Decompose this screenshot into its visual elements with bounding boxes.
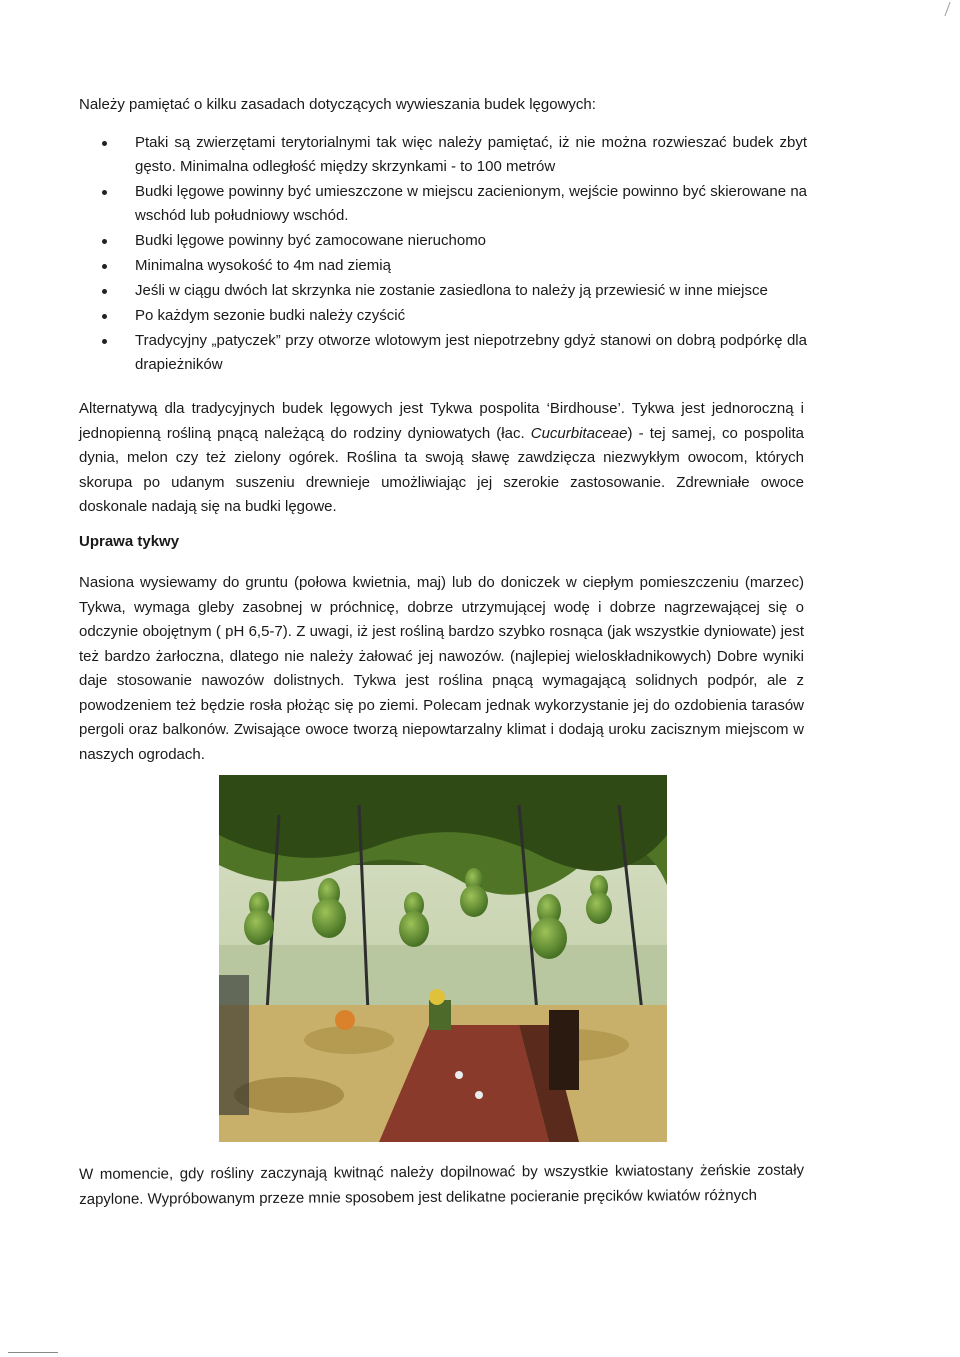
photo-illustration <box>219 775 667 1142</box>
pollination-paragraph: W momencie, gdy rośliny zaczynają kwitnąć należy dopilnować by wszystkie kwiatostany żeńskie zostały zapylone. Wypróbowanym przeze mnie sposobem jest delikatne pocieranie pręcików kwiatów różnych <box>79 1161 805 1208</box>
paragraph-text: Alternatywą dla tradycyjnych budek lęgowych jest Tykwa pospolita ‘Birdhouse’. Tykwa jest jednoroczną i jednopienną rośliną pnącą należącą do rodziny dyniowatych (łac. <box>79 400 804 442</box>
section-heading: Uprawa tykwy <box>79 533 180 550</box>
list-item: Tradycyjny „patyczek” przy otworze wlotowym jest niepotrzebny gdyż stanowi on dobrą podpórkę dla drapieżników <box>79 329 807 377</box>
list-item: Ptaki są zwierzętami terytorialnymi tak więc należy pamiętać, iż nie można rozwieszać budek zbyt gęsto. Minimalna odległość między skrzynkami - to 100 metrów <box>79 131 807 179</box>
list-item: Budki lęgowe powinny być zamocowane nieruchomo <box>79 229 807 253</box>
gourd-intro-paragraph <box>79 397 804 520</box>
list-item: Po każdym sezonie budki należy czyścić <box>79 304 807 328</box>
list-item: Budki lęgowe powinny być umieszczone w miejscu zacienionym, wejście powinno być skierowane na wschód lub południowy wschód. <box>79 180 807 228</box>
scan-edge-line <box>8 1352 58 1353</box>
latin-name: Cucurbitaceae <box>530 424 628 442</box>
list-item: Jeśli w ciągu dwóch lat skrzynka nie zostanie zasiedlona to należy ją przewiesić w inne miejsce <box>79 279 807 303</box>
paragraph-text: ) - tej samej, co pospolita dynia, melon czy też zielony ogórek. Roślina ta swoją sławę zawdzięcza niezwykłym owocom, których skorupa po udanym suszeniu drewnieje umożliwiając jej szerokie zastosowanie. Zdrewniałe owoce doskonale nadają się na budki lęgowe. <box>79 424 804 515</box>
rules-list <box>79 131 807 378</box>
list-item: Minimalna wysokość to 4m nad ziemią <box>79 254 807 278</box>
gourd-pergola-photo <box>219 775 667 1142</box>
intro-text: Należy pamiętać o kilku zasadach dotyczących wywieszania budek lęgowych: <box>79 96 596 113</box>
cultivation-paragraph: Nasiona wysiewamy do gruntu (połowa kwietnia, maj) lub do doniczek w ciepłym pomieszczeniu (marzec) Tykwa, wymaga gleby zasobnej w próchnicę, dobrze utrzymującej wodę i dobrze nagrzewającej się o odczynie obojętnym ( pH 6,5-7). Z uwagi, iż jest rośliną bardzo szybko rosnąca (jak wszystkie dyniowate) jest też bardzo żarłoczna, dlatego nie należy żałować jej nawozów. (najlepiej wieloskładnikowych) Dobre wyniki daje stosowanie nawozów dolistnych. Tykwa jest roślina pnącą wymagającą solidnych podpór, ale z powodzeniem też będzie rosła płożąc się po ziemi. Polecam jednak wykorzystanie jej do ozdobienia tarasów pergoli oraz balkonów. Zwisające owoce tworzą niepowtarzalny klimat i dodają uroku zacisznym miejscom w naszych ogrodach. <box>79 574 804 763</box>
scan-corner-mark <box>938 2 950 16</box>
